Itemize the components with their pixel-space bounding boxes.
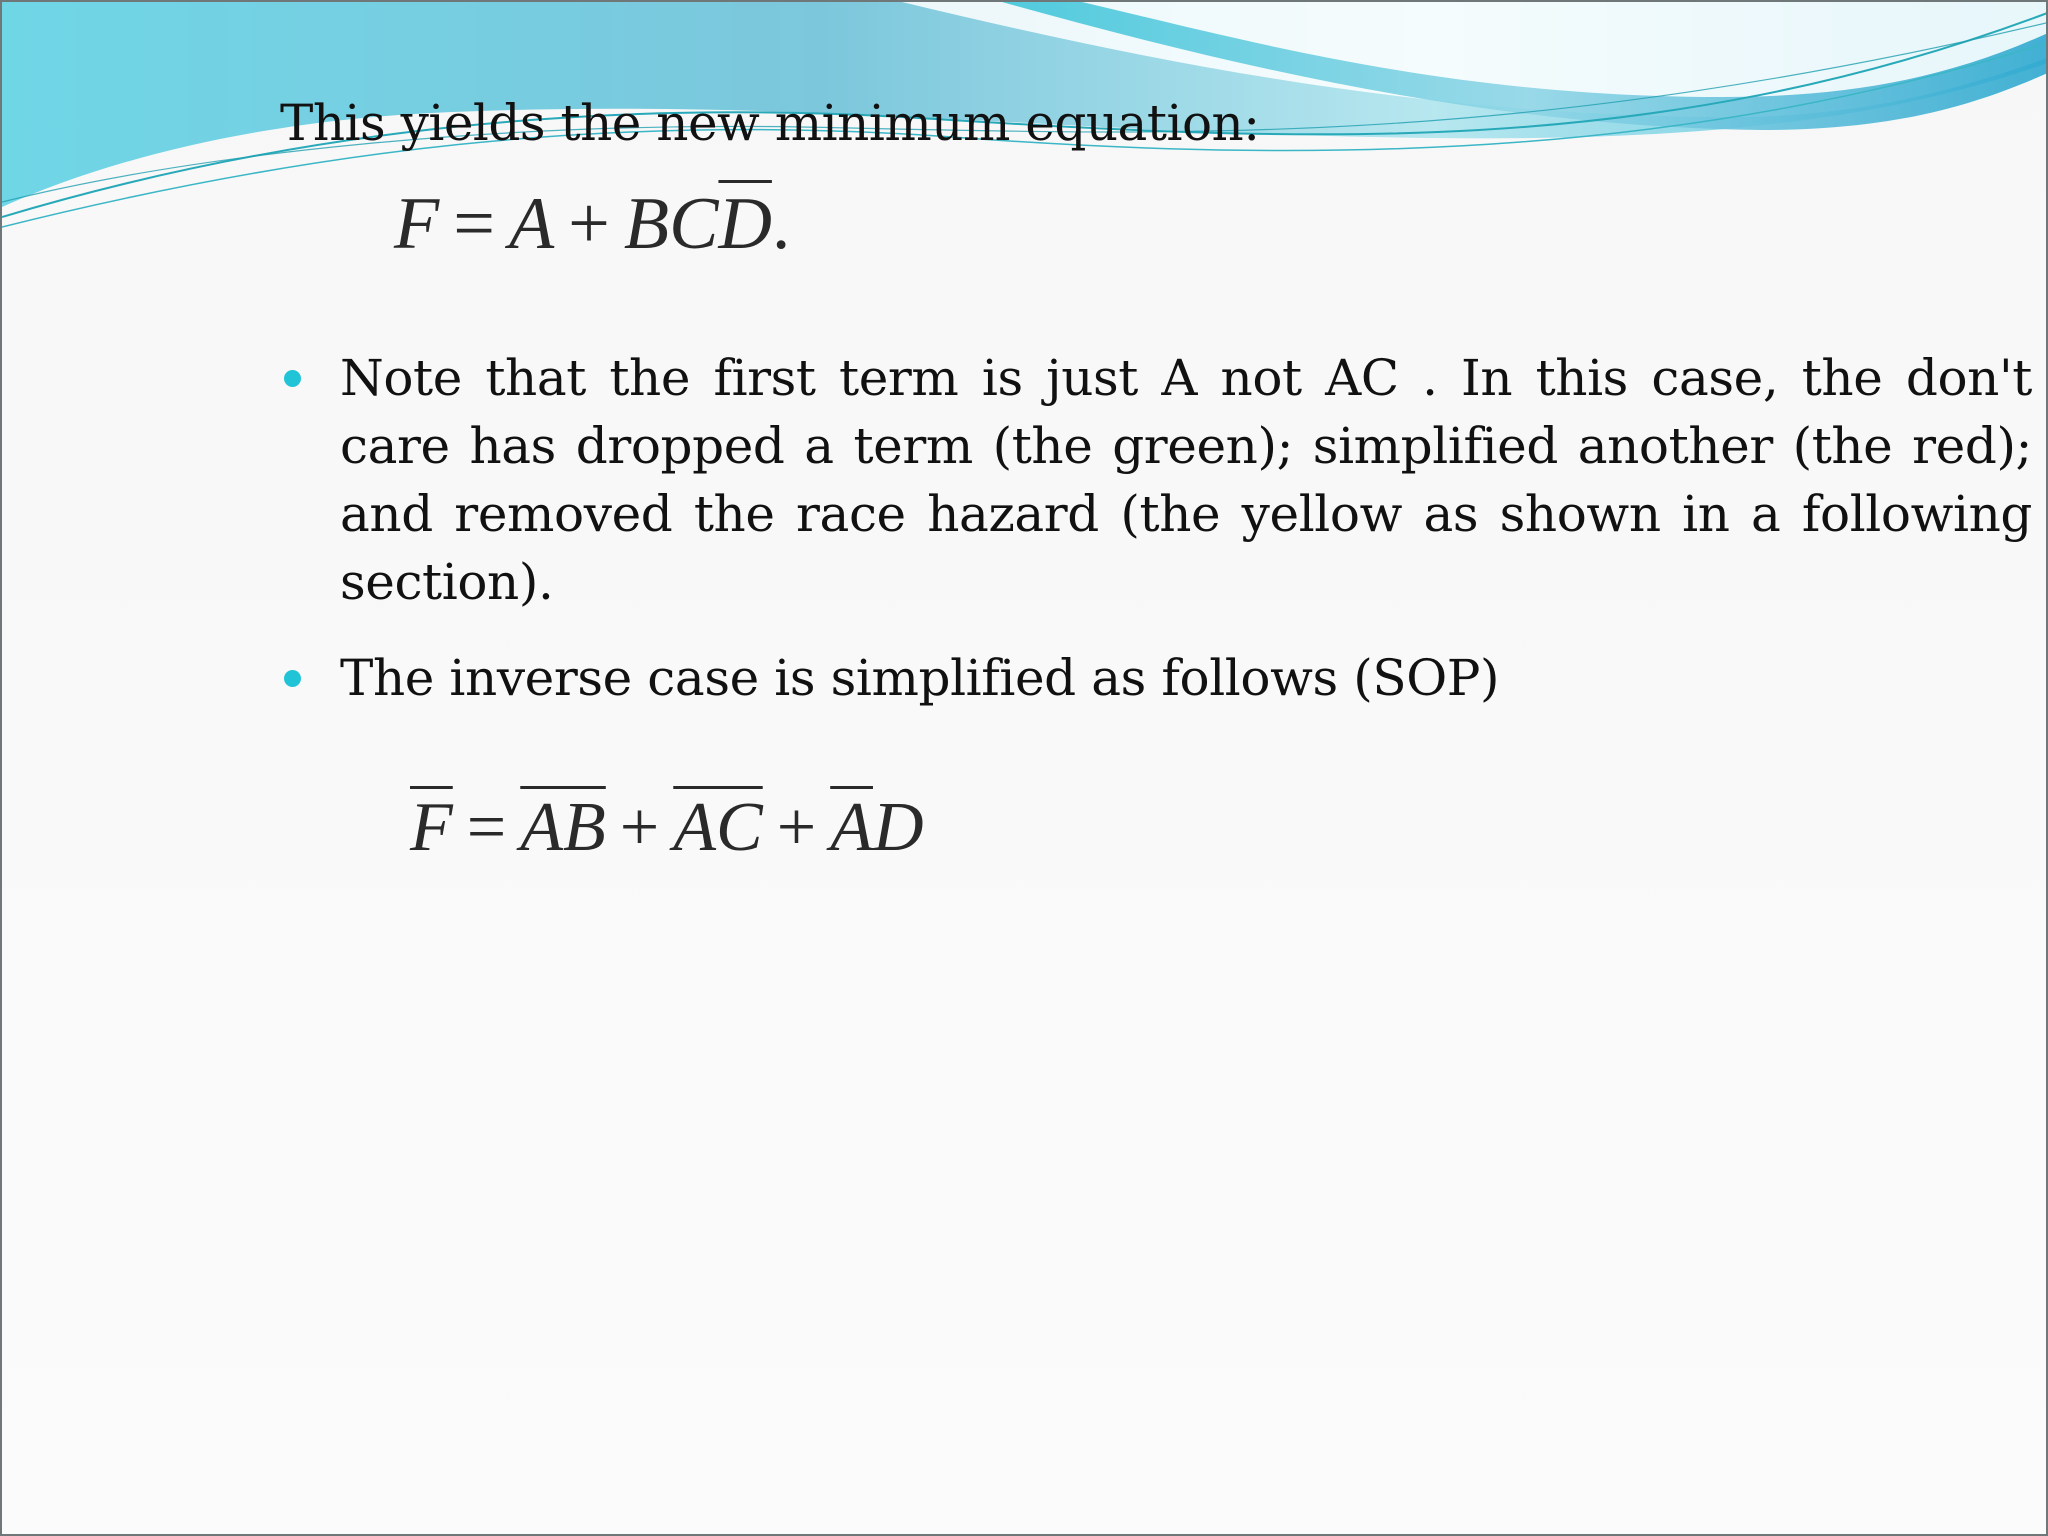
eq2-plus1: + (619, 789, 660, 866)
eq2-lhs-negated: $\overline{F}$ (410, 789, 453, 866)
bullet-note-text: Note that the first term is just A not AC . In this case, the don't care has dropped a term (the green); simplified another (the red); and removed the race hazard (the yellow as shown in a following section). (340, 349, 2032, 611)
bullet-inverse (284, 644, 2032, 712)
eq2-term3: D (872, 789, 924, 866)
eq1-lhs: F (394, 183, 440, 265)
eq2-term3-negated: $\overline{A}$ (830, 789, 873, 866)
eq1-period: . (771, 183, 791, 265)
bullet-inverse-text: The inverse case is simplified as follows (SOP) (340, 649, 1500, 707)
bullet-dot-icon (284, 670, 301, 687)
minimum-equation (394, 182, 790, 267)
intro-text: This yields the new minimum equation: (280, 94, 1260, 152)
eq2-equals: = (466, 789, 507, 866)
eq1-equals: = (453, 183, 495, 265)
eq1-plus: + (568, 183, 610, 265)
bullet-dot-icon (284, 370, 301, 387)
eq2-plus2: + (776, 789, 817, 866)
eq1-term2-negated: $\overline{D}$ (718, 183, 772, 265)
bullet-note (284, 344, 2032, 616)
eq1-term2: BC (623, 183, 719, 265)
eq1-term1: A (508, 183, 555, 265)
eq2-term1-negated: $\overline{AB}$ (520, 789, 606, 866)
eq2-term2-negated: $\overline{AC}$ (673, 789, 763, 866)
inverse-equation (410, 788, 924, 868)
